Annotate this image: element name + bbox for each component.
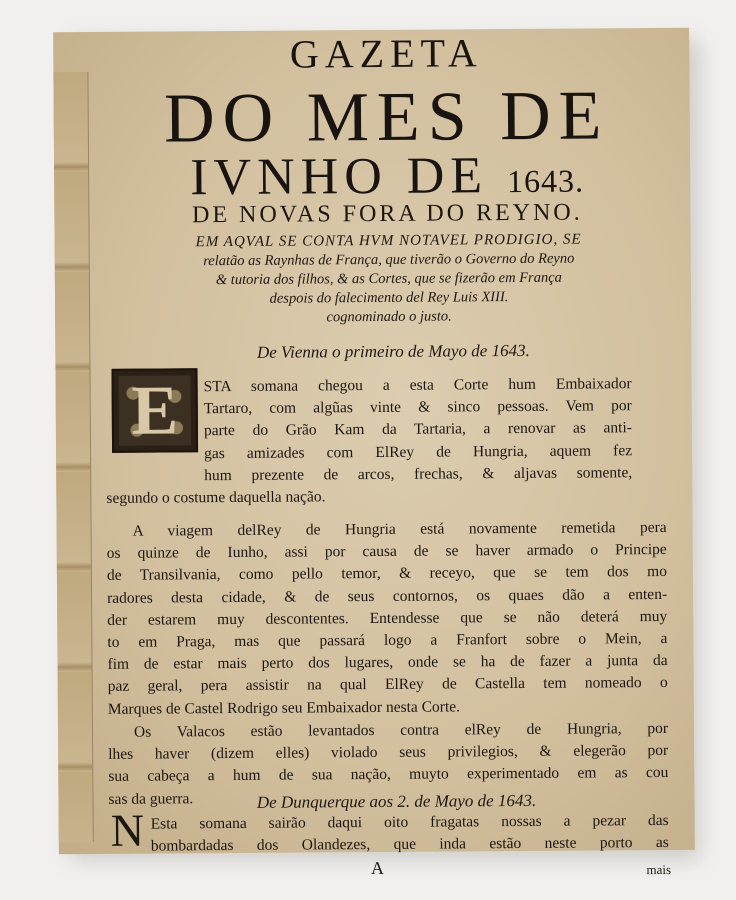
text-line: Marques de Castel Rodrigo seu Embaixador nesta Corte.	[107, 698, 461, 718]
stitched-binding	[53, 72, 93, 842]
subtitle-line: & tutoria dos filhos, & as Cortes, que se fizerão em França	[215, 269, 562, 289]
text-line: bombardadas dos Olandezes, que inda estão neste porto as	[150, 834, 669, 855]
paragraph-1	[204, 373, 633, 487]
subtitle-block	[103, 230, 676, 329]
gazette-page	[53, 28, 695, 879]
text-line: parte do Grão Kam da Tartaria, a renovar as anti-	[203, 419, 632, 440]
text-line: sas da guerra.	[108, 789, 194, 808]
text-line: de Transilvania, como pello temor, & receyo, que se tem dos mo	[106, 563, 667, 585]
text-line: hum prezente de arcos, frechas, & aljavas somente,	[204, 464, 633, 484]
text-line: STA somana chegou a esta Corte hum Embaixador	[203, 375, 632, 396]
paragraph-1-end	[106, 484, 666, 510]
signature-mark: A	[370, 857, 385, 879]
subtitle-line: relatão as Raynhas de França, que tiverão o Governo do Reyno	[203, 250, 575, 270]
title-gazeta: GAZETA	[289, 30, 483, 77]
subtitle-line: despois do falecimento del Rey Luis XIII.	[269, 289, 509, 307]
dateline-vienna: De Vienna o primeiro de Mayo de 1643.	[256, 340, 530, 362]
text-line: gas amizades com ElRey de Hungria, aquem fez	[204, 441, 633, 462]
catchword: mais	[646, 861, 672, 878]
initial-n: N	[110, 804, 145, 856]
text-line: Tartaro, com algũas vinte & sinco pessoas. Vem por	[203, 397, 632, 418]
text-line: der estarem muy descontentes. Entendesse que se não deterá muy	[107, 607, 668, 629]
text-line: lhes haver (dizem elles) violado seus privilegios, & elegerão por	[108, 742, 669, 764]
title-de-novas: DE NOVAS FORA DO REYNO.	[192, 199, 583, 229]
dateline-dunquerque: De Dunquerque aos 2. de Mayo de 1643.	[256, 790, 537, 812]
text-line: os quinze de Iunho, assi por causa de se haver armado o Principe	[106, 541, 667, 563]
text-line: Os Valacos estão levantados contra elRey de Hungria, por	[133, 719, 669, 741]
text-line: segundo o costume daquella nação.	[106, 488, 326, 507]
paragraph-4	[151, 810, 669, 858]
ornamental-initial	[111, 368, 198, 453]
subtitle-line: cognominado o justo.	[326, 308, 452, 326]
paragraph-2	[107, 517, 668, 721]
text-line: to em Praga, mas que passará logo a Franfort sobre o Mein, a	[107, 629, 668, 651]
text-line: sua cabeça a hum de sua nação, muyto experimentado em as cou	[108, 764, 669, 786]
text-line: fim de estar mais perto dos lugares, onde se ha de fazer a junta da	[107, 652, 668, 674]
text-line: A viagem delRey de Hungria está novamente remetida pera	[132, 518, 667, 540]
text-line: paz geral, pera assistir na qual ElRey de Castella tem nomeado o	[107, 674, 668, 696]
text-line: radores desta cidade, & de seus contornos, os quaes dão a enten-	[107, 585, 668, 607]
title-year: 1643.	[506, 162, 585, 200]
text-line: Esta somana sairão daqui oito fragatas nossas a pezar das	[150, 811, 669, 833]
title-ivnho-text: IVNHO DE	[190, 147, 489, 207]
subtitle-line: EM AQVAL SE CONTA HVM NOTAVEL PRODIGIO, SE	[195, 231, 582, 251]
initial-letter: E	[131, 372, 179, 450]
title-do-mes-de: DO MES DE	[163, 77, 610, 158]
